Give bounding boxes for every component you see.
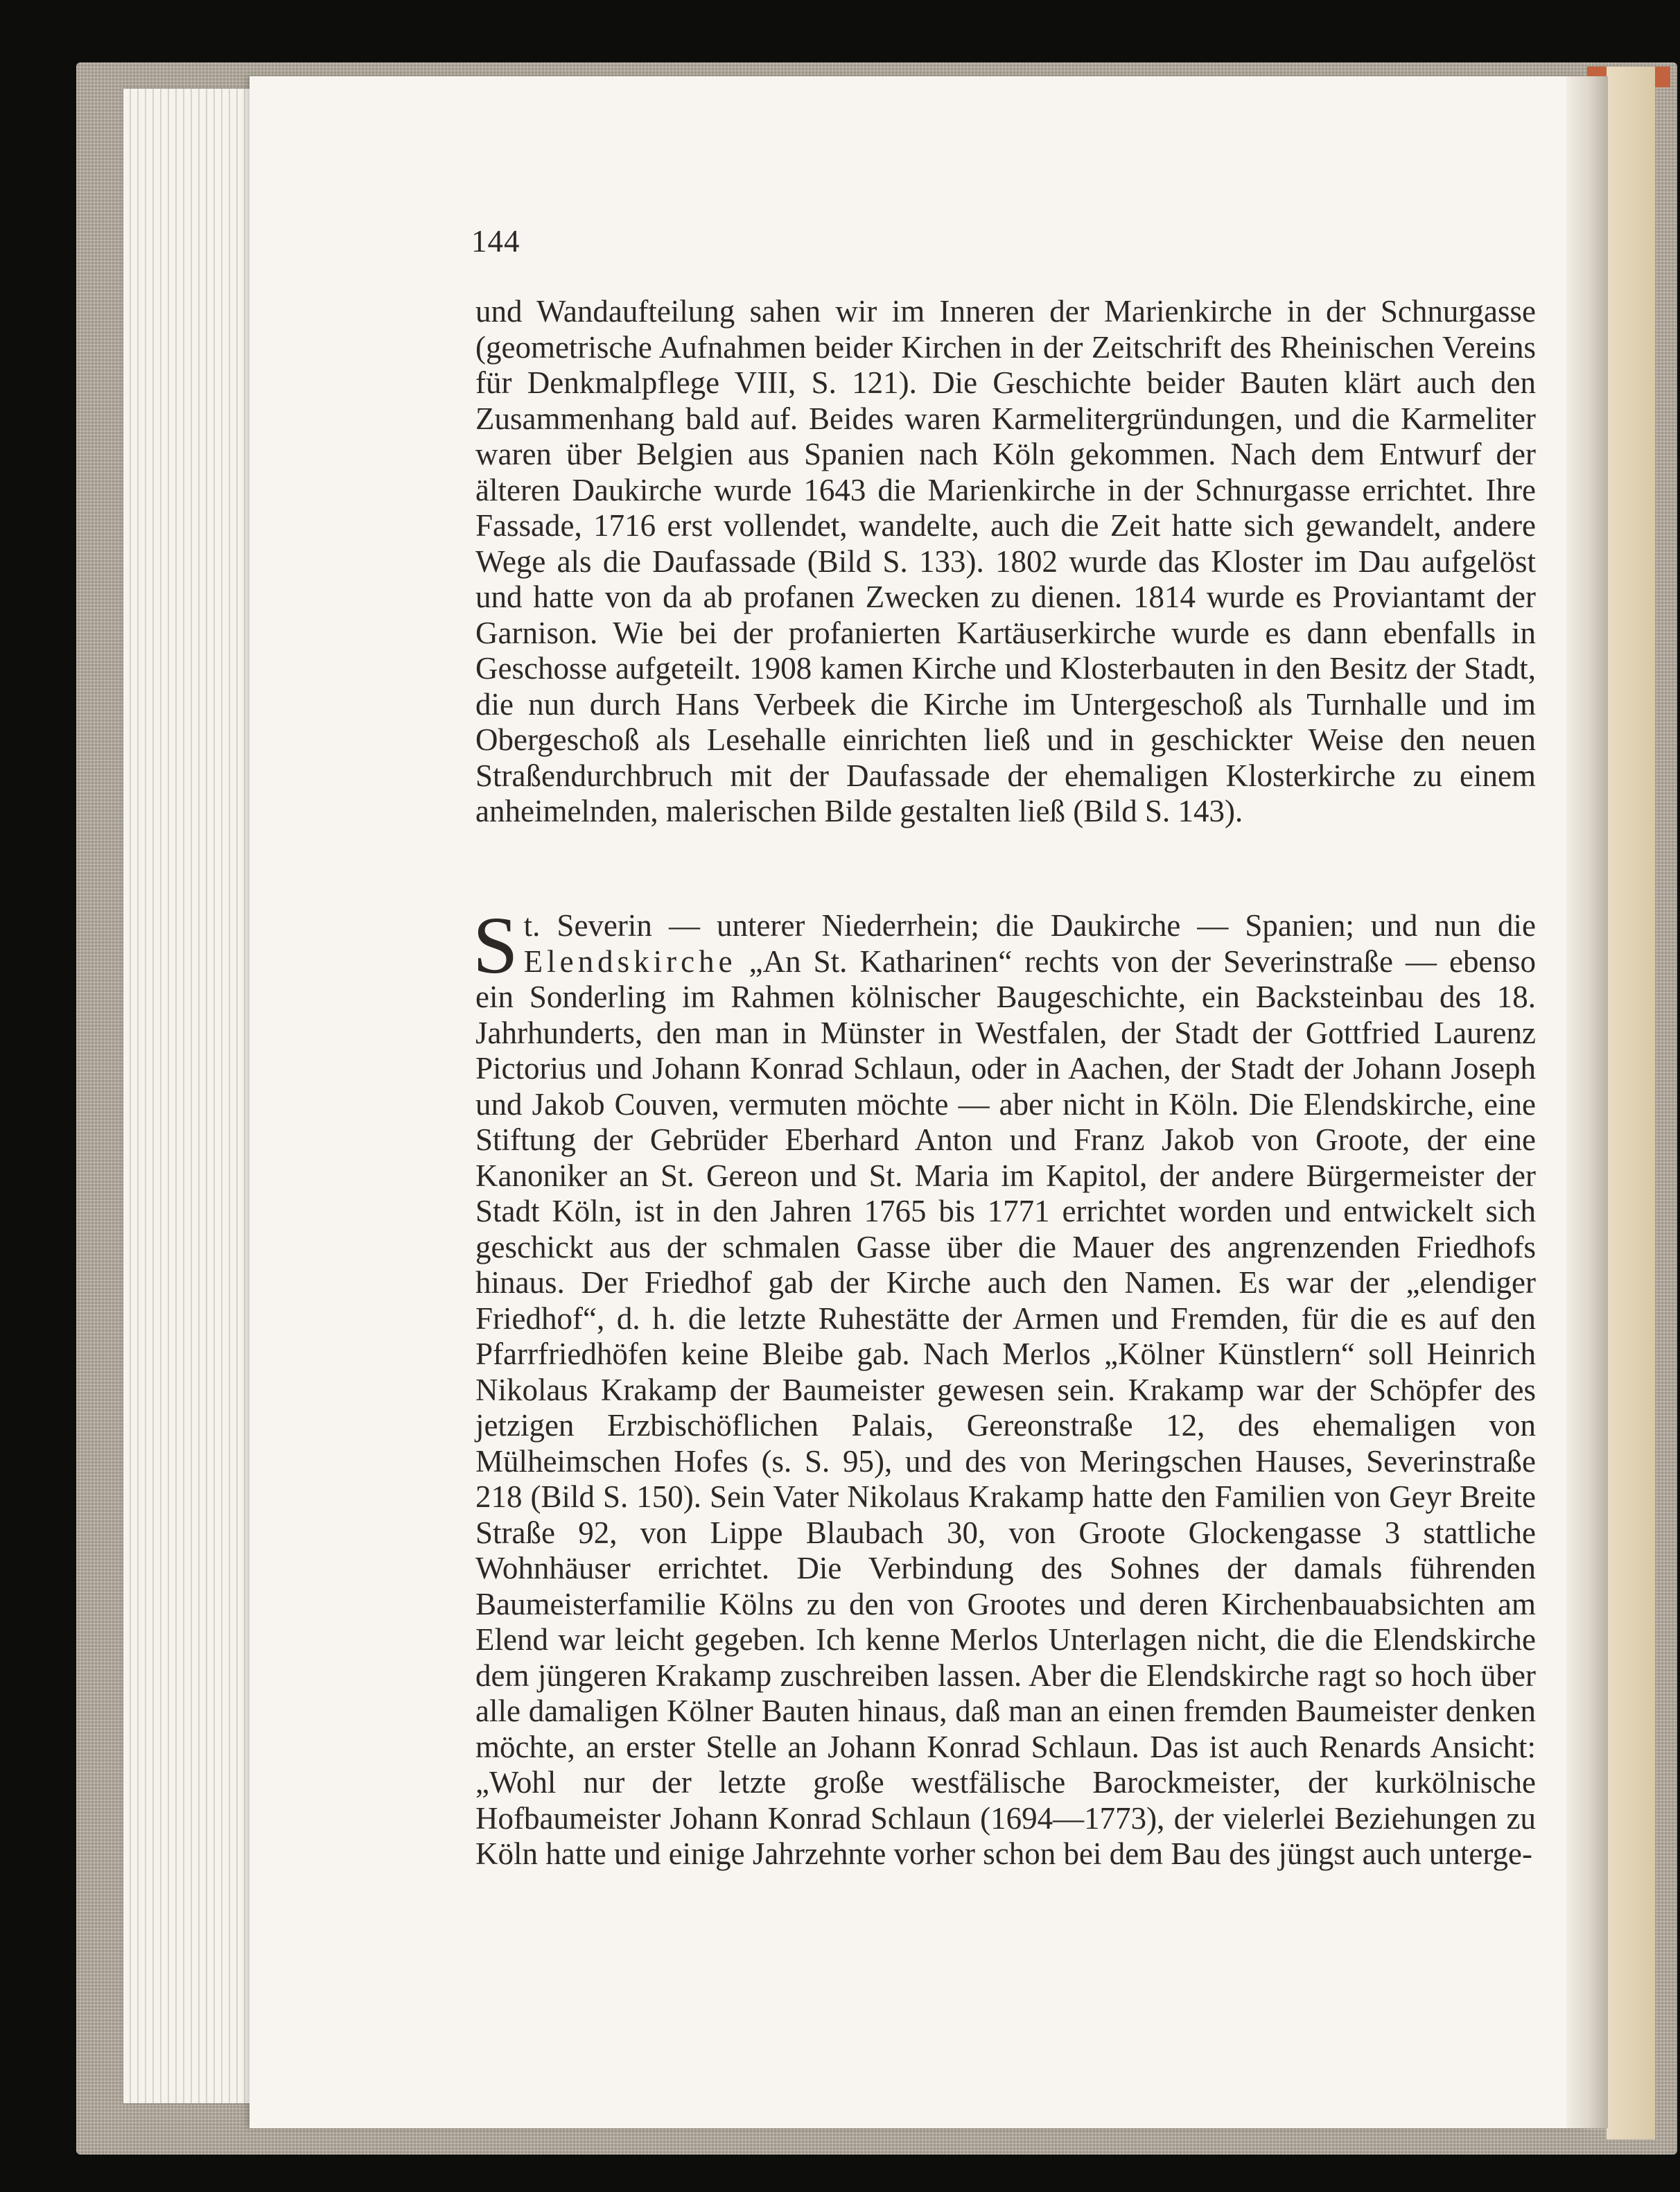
drop-cap: S: [473, 900, 518, 991]
paragraph-2: [473, 900, 1536, 1872]
paragraph-1: und Wandaufteilung sahen wir im Inneren der Marienkirche in der Schnurgasse (geometrische Aufnahmen beider Kirchen in der Zeitschrift des Rheinischen Vereins für Denkmalpflege VIII, S. 121). Die Geschichte beider Bauten klärt auch den Zusammenhang bald auf. Beides waren Karmelitergründungen, und die Karmeliter waren über Belgien aus Spanien nach Köln gekommen. Nach dem Entwurf der älteren Daukirche wurde 1643 die Marienkirche in der Schnurgasse errichtet. Ihre Fassade, 1716 erst vollendet, wandelte, auch die Zeit hatte sich gewandelt, andere Wege als die Daufassade (Bild S. 133). 1802 wurde das Kloster im Dau aufgelöst und hatte von da ab profanen Zwecken zu dienen. 1814 wurde es Proviantamt der Garnison. Wie bei der profanierten Kartäuserkirche wurde es dann ebenfalls in Geschosse aufgeteilt. 1908 kamen Kirche und Klosterbauten in den Besitz der Stadt, die nun durch Hans Verbeek die Kirche im Untergeschoß als Turnhalle und im Obergeschoß als Lesehalle einrichten ließ und in geschickter Weise den neuen Straßendurchbruch mit der Daufassade der ehemaligen Klosterkirche zu einem anheimelnden, malerischen Bilde gestalten ließ (Bild S. 143).: [475, 294, 1536, 828]
paragraph-2-lead: t. Severin — unterer Niederrhein; die Daukirche — Spanien; und nun die: [523, 908, 1536, 943]
page-gutter: [1566, 76, 1608, 2128]
page-number: 144: [471, 224, 520, 259]
next-page-edge: [1607, 67, 1655, 2139]
paragraph-2-spaced-term: Elendskirche: [523, 943, 737, 979]
page-edges: [123, 89, 269, 2103]
paragraph-2-rest: „An St. Katharinen“ rechts von der Severinstraße — ebenso ein Sonderling im Rahmen kölnischer Baugeschichte, ein Backsteinbau des 18. Jahrhunderts, den man in Münster in Westfalen, der Stadt der Gottfried Laurenz Pictorius und Johann Konrad Schlaun, oder in Aachen, der Stadt der Johann Joseph und Jakob Couven, vermuten möchte — aber nicht in Köln. Die Elendskirche, eine Stiftung der Gebrüder Eberhard Anton und Franz Jakob von Groote, der eine Kanoniker an St. Gereon und St. Maria im Kapitol, der andere Bürgermeister der Stadt Köln, ist in den Jahren 1765 bis 1771 errichtet worden und entwickelt sich geschickt aus der schmalen Gasse über die Mauer des angrenzenden Friedhofs hinaus. Der Friedhof gab der Kirche auch den Namen. Es war der „elendiger Friedhof“, d. h. die letzte Ruhestätte der Armen und Fremden, für die es auf den Pfarrfriedhöfen keine Bleibe gab. Nach Merlos „Kölner Künstlern“ soll Heinrich Nikolaus Krakamp der Baumeister gewesen sein. Krakamp war der Schöpfer des jetzigen Erzbischöflichen Palais, Gereonstraße 12, des ehemaligen von Mülheimschen Hofes (s. S. 95), und des von Meringschen Hauses, Severinstraße 218 (Bild S. 150). Sein Vater Nikolaus Krakamp hatte den Familien von Geyr Breite Straße 92, von Lippe Blaubach 30, von Groote Glockengasse 3 stattliche Wohnhäuser errichtet. Die Verbindung des Sohnes der damals führenden Baumeisterfamilie Kölns zu den von Grootes und deren Kirchenbauabsichten am Elend war leicht gegeben. Ich kenne Merlos Unterlagen nicht, die die Elendskirche dem jüngeren Krakamp zuschreiben lassen. Aber die Elendskirche ragt so hoch über alle damaligen Kölner Bauten hinaus, daß man an einen fremden Baumeister denken möchte, an erster Stelle an Johann Konrad Schlaun. Das ist auch Renards Ansicht: „Wohl nur der letzte große westfälische Barockmeister, der kurkölnische Hofbaumeister Johann Konrad Schlaun (1694—1773), der vielerlei Beziehungen zu Köln hatte und einige Jahrzehnte vorher schon bei dem Bau des jüngst auch unterge-: [475, 943, 1536, 1871]
